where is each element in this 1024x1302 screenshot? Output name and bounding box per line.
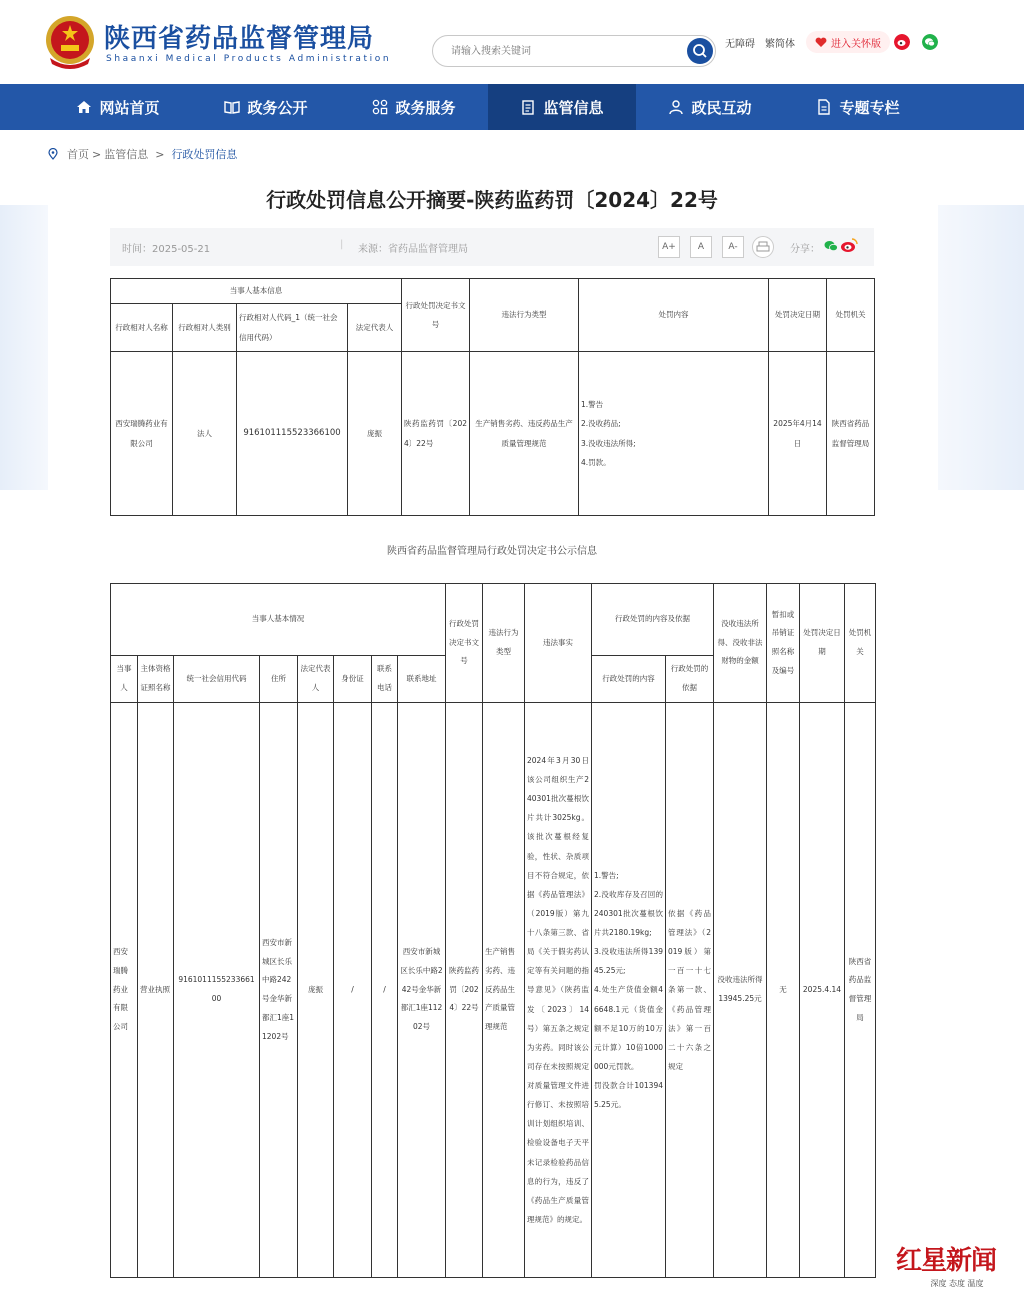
traditional-chinese-link[interactable]: 繁简体	[765, 39, 795, 50]
table-cell: 916101115523366100	[237, 352, 348, 516]
penalty-item: 3.没收违法所得;	[581, 438, 636, 448]
nav-home-label: 网站首页	[99, 98, 160, 117]
table-cell: 2024年3月30日该公司组织生产240301批次蔓根饮片共计3025kg。该批次蔓根经复验，性状、杂质项目不符合规定，依据《药品管理法》（2019版）第九十八条第三款、省局《关于假劣药认定等有关问题的指导意见》（陕药监发〔2023〕14号）第五条之规定为劣药。同时该公司存在未按照规定对质量管理文件进行修订、未按照培训计划组织培训、检验设备电子天平未记录检验药品信息的行为，违反了《药品生产质量管理规范》的规定。	[525, 703, 592, 1278]
table-header: 处罚内容	[579, 279, 769, 352]
nav-government-services-label: 政务服务	[395, 98, 456, 117]
table-cell: 没收违法所得13945.25元	[714, 703, 767, 1278]
top-links	[725, 35, 795, 50]
table-header: 法定代表人	[298, 656, 334, 703]
penalty-decision-table	[110, 583, 876, 1278]
table-cell	[579, 352, 769, 516]
background-decoration-right	[938, 205, 1024, 490]
font-increase-button[interactable]: A+	[658, 236, 680, 258]
table-cell: 陕药监药罚〔2024〕22号	[446, 703, 483, 1278]
search-box	[432, 35, 716, 67]
watermark-slogan: 深度 态度 温度	[930, 1279, 984, 1288]
table-header: 主体资格证照名称	[138, 656, 174, 703]
table-cell: 西安瑞腾药业有限公司	[111, 703, 138, 1278]
table-header: 处罚决定日期	[769, 279, 827, 352]
nav-government-affairs-label: 政务公开	[247, 98, 308, 117]
table-cell: 庞振	[348, 352, 402, 516]
font-decrease-button[interactable]: A-	[722, 236, 744, 258]
table-header: 行政处罚决定书文号	[446, 584, 483, 703]
nav-special-topics[interactable]	[784, 84, 932, 130]
table-header: 行政相对人代码_1（统一社会信用代码）	[237, 304, 348, 352]
page-title: 行政处罚信息公开摘要-陕药监药罚〔2024〕22号	[266, 188, 718, 212]
table-header: 住所	[260, 656, 298, 703]
document-icon	[816, 99, 832, 115]
table-header: 处罚机关	[827, 279, 875, 352]
wechat-share-icon[interactable]	[824, 240, 838, 252]
location-pin-icon	[48, 148, 58, 160]
weibo-share-icon[interactable]	[840, 237, 858, 253]
table-header: 行政处罚的依据	[666, 656, 714, 703]
table-cell: 2025年4月14日	[769, 352, 827, 516]
print-icon	[753, 237, 773, 257]
penalty-item: 1.警告	[581, 399, 604, 409]
clipboard-icon	[520, 99, 536, 115]
nav-home[interactable]	[44, 84, 192, 130]
grid-icon	[372, 99, 388, 115]
nav-supervision-info[interactable]	[488, 84, 636, 130]
weibo-icon[interactable]	[894, 34, 910, 50]
table-header: 行政相对人类别	[173, 304, 237, 352]
table-header: 行政处罚决定书文号	[402, 279, 470, 352]
table-header: 没收违法所得、没收非法财物的金额	[714, 584, 767, 703]
breadcrumb-separator: >	[92, 147, 102, 161]
table-cell: 陕西省药品监督管理局	[827, 352, 875, 516]
wechat-icon[interactable]	[922, 34, 938, 50]
table-cell: 法人	[173, 352, 237, 516]
breadcrumb-home[interactable]: 首页	[67, 148, 89, 161]
penalty-item: 2.没收药品;	[581, 419, 621, 428]
nav-public-interaction-label: 政民互动	[691, 98, 752, 117]
table-header: 法定代表人	[348, 304, 402, 352]
table-cell: 916101115523366100	[174, 703, 260, 1278]
table-header: 当事人	[111, 656, 138, 703]
table-header: 联系地址	[398, 656, 446, 703]
penalty-item: 4.罚款。	[581, 458, 611, 467]
national-emblem-icon[interactable]	[44, 14, 96, 70]
nav-government-affairs[interactable]	[192, 84, 340, 130]
site-subtitle: Shaanxi Medical Products Administration	[106, 54, 392, 64]
table-cell: 生产销售劣药、违反药品生产质量管理规范	[470, 352, 579, 516]
table-header: 统一社会信用代码	[174, 656, 260, 703]
table-cell: 1.警告; 2.没收库存及召回的240301批次蔓根饮片共2180.19kg; 3.没收违法所得13945.25元; 4.处生产货值金额46648.1元（货值金额不足10万的10万元计算）10倍1000000元罚款。 罚没款合计1013945.25元。	[592, 703, 666, 1278]
table-header: 违法行为类型	[483, 584, 525, 703]
nav-special-topics-label: 专题专栏	[839, 98, 900, 117]
breadcrumb-separator: >	[155, 147, 165, 161]
table-row	[111, 703, 876, 1278]
table-cell: 依据《药品管理法》（2019版）第一百一十七条第一款、《药品管理法》第一百二十六条之规定	[666, 703, 714, 1278]
table-cell: /	[372, 703, 398, 1278]
print-button[interactable]	[752, 236, 774, 258]
breadcrumb-current[interactable]: 行政处罚信息	[171, 148, 238, 161]
search-input[interactable]	[451, 42, 671, 60]
home-icon	[76, 99, 92, 115]
section-caption: 陕西省药品监督管理局行政处罚决定书公示信息	[387, 546, 597, 557]
penalty-summary-table	[110, 278, 875, 516]
table-header: 暂扣或吊销证照名称及编号	[767, 584, 800, 703]
font-default-button[interactable]: A	[690, 236, 712, 258]
table-header: 联系电话	[372, 656, 398, 703]
table-cell: 2025.4.14	[800, 703, 845, 1278]
search-icon	[687, 38, 713, 64]
site-header	[0, 0, 1024, 84]
table-header: 违法行为类型	[470, 279, 579, 352]
table-cell: 庞振	[298, 703, 334, 1278]
watermark-brand: 红星新闻	[896, 1246, 997, 1276]
table-cell: 西安市新城区长乐中路242号金华新都汇1座11202号	[260, 703, 298, 1278]
table-cell: 西安市新城区长乐中路242号金华新都汇1座11202号	[398, 703, 446, 1278]
table-cell: 陕药监药罚〔2024〕22号	[402, 352, 470, 516]
people-icon	[668, 99, 684, 115]
care-mode-button[interactable]	[806, 31, 890, 53]
table-cell: 无	[767, 703, 800, 1278]
table-header: 处罚机关	[845, 584, 876, 703]
nav-public-interaction[interactable]	[636, 84, 784, 130]
article-source: 来源：省药品监督管理局	[358, 244, 468, 255]
background-decoration-left	[0, 205, 48, 490]
heart-icon	[815, 37, 827, 48]
table-cell: /	[334, 703, 372, 1278]
search-button[interactable]	[687, 38, 713, 64]
table-row	[111, 352, 875, 516]
article-meta-bar	[110, 228, 874, 266]
care-mode-label: 进入关怀版	[831, 38, 881, 50]
table-cell: 西安瑞腾药业有限公司	[111, 352, 173, 516]
table-cell: 生产销售劣药、违反药品生产质量管理规范	[483, 703, 525, 1278]
publish-time: 时间：2025-05-21	[122, 244, 211, 255]
nav-supervision-info-label: 监管信息	[543, 98, 604, 117]
table-cell: 营业执照	[138, 703, 174, 1278]
table-header: 处罚决定日期	[800, 584, 845, 703]
book-icon	[224, 99, 240, 115]
meta-separator: |	[340, 239, 344, 250]
accessibility-link[interactable]: 无障碍	[725, 39, 755, 50]
table-header: 违法事实	[525, 584, 592, 703]
table-header: 行政处罚的内容及依据	[592, 584, 714, 656]
table-header: 行政相对人名称	[111, 304, 173, 352]
main-nav	[0, 84, 1024, 130]
nav-government-services[interactable]	[340, 84, 488, 130]
site-title[interactable]: 陕西省药品监督管理局	[104, 24, 375, 54]
news-watermark	[896, 1240, 1018, 1296]
share-label: 分享：	[790, 244, 820, 255]
table-header: 当事人基本信息	[111, 279, 402, 304]
table-header: 当事人基本情况	[111, 584, 446, 656]
breadcrumb-supervision-info[interactable]: 监管信息	[104, 148, 149, 161]
table-header: 身份证	[334, 656, 372, 703]
table-cell: 陕西省药品监督管理局	[845, 703, 876, 1278]
breadcrumb	[48, 146, 237, 162]
table-header: 行政处罚的内容	[592, 656, 666, 703]
